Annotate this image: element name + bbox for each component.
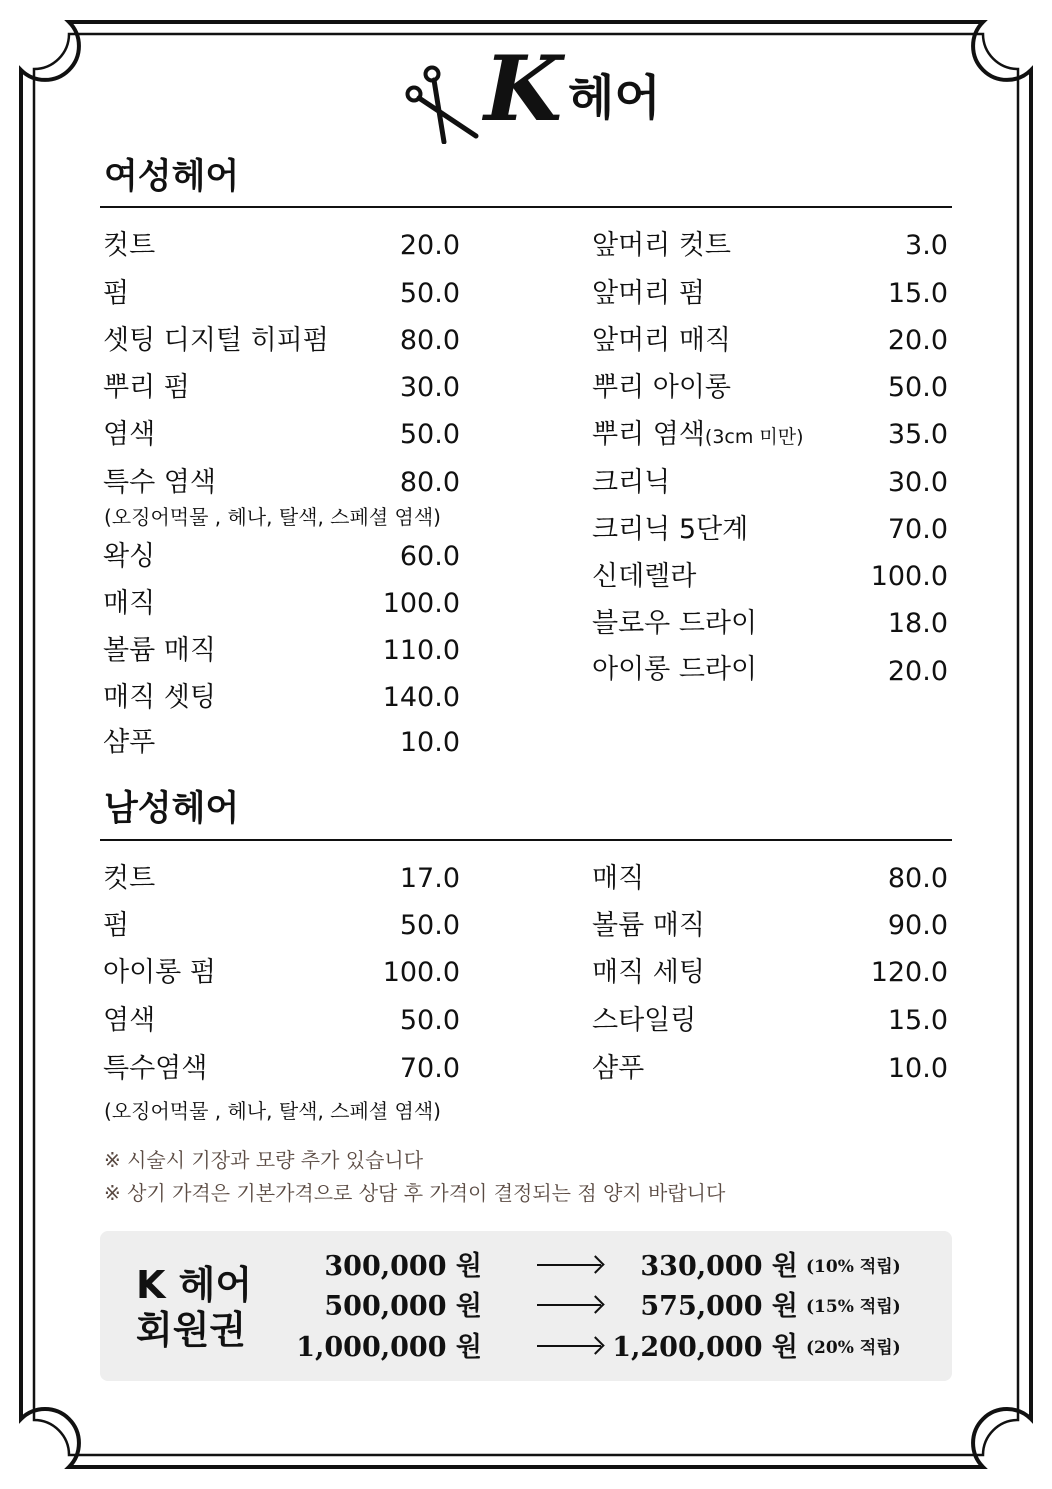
special-dye-note: (오징어먹물 , 헤나, 탈색, 스페셜 염색) [104,1099,441,1123]
menu-item-name: 블로우 드라이 [592,608,758,639]
menu-item-name: 매직 세팅 [592,957,705,988]
menu-item-price: 80.0 [399,467,460,498]
membership-title: K 헤어 [136,1263,253,1307]
menu-item-price: 30.0 [399,372,460,403]
membership-pay-amount: 300,000 원 [324,1251,482,1282]
membership-panel [100,1231,952,1381]
menu-item-price: 50.0 [399,1005,460,1036]
menu-item-price: 70.0 [887,514,948,545]
menu-item-name: 뿌리 아이롱 [592,372,731,403]
menu-item-price: 18.0 [887,608,948,639]
scissors-icon [400,62,480,144]
menu-item-price: 50.0 [399,419,460,450]
menu-item-name: 앞머리 펌 [592,278,705,309]
menu-item-sub: (3cm 미만) [704,426,804,448]
men-section-title: 남성헤어 [104,789,240,829]
menu-item-price: 90.0 [887,910,948,941]
logo-word: 헤어 [568,70,661,126]
menu-item-name [592,421,804,448]
menu-item-price: 140.0 [382,682,460,713]
menu-item-price: 80.0 [399,325,460,356]
menu-item-name: 매직 [103,588,156,619]
membership-credit-amount: 1,200,000 원 [612,1332,798,1363]
menu-item-price: 60.0 [399,541,460,572]
menu-item-name: 뿌리 펌 [103,372,190,403]
menu-item-name: 볼륨 매직 [592,910,705,941]
membership-credit-amount: 330,000 원 [640,1251,798,1282]
menu-item-name: 스타일링 [592,1005,697,1036]
notice-line: ※ 시술시 기장과 모량 추가 있습니다 [104,1148,424,1172]
menu-item-name: 컷트 [103,863,156,894]
menu-item-name: 특수염색 [103,1053,208,1084]
menu-item-price: 100.0 [382,957,460,988]
menu-item-price: 10.0 [887,1053,948,1084]
menu-item-price: 110.0 [382,635,460,666]
menu-item-price: 10.0 [399,727,460,758]
menu-item-price: 50.0 [887,372,948,403]
membership-bonus: (20% 적립) [806,1338,901,1358]
menu-item-price: 3.0 [905,230,948,261]
menu-item-name: 볼륨 매직 [103,635,216,666]
membership-bonus: (10% 적립) [806,1257,901,1277]
menu-item-price: 20.0 [399,230,460,261]
membership-credit-amount: 575,000 원 [640,1291,798,1322]
women-section-title: 여성헤어 [104,157,240,197]
special-dye-note: (오징어먹물 , 헤나, 탈색, 스페셜 염색) [104,505,441,529]
notice-line: ※ 상기 가격은 기본가격으로 상담 후 가격이 결정되는 점 양지 바랍니다 [104,1181,726,1205]
menu-item-price: 20.0 [887,325,948,356]
menu-item-name: 아이롱 펌 [103,957,216,988]
menu-item-name: 왁싱 [103,541,156,572]
menu-item-price: 80.0 [887,863,948,894]
menu-item-name: 크리닉 [592,467,671,498]
menu-item-name: 염색 [103,1005,156,1036]
menu-item-price: 70.0 [399,1053,460,1084]
menu-item-name: 샴푸 [103,727,156,758]
menu-item-price: 17.0 [399,863,460,894]
menu-item-name: 특수 염색 [103,467,216,498]
menu-item-price: 50.0 [399,278,460,309]
menu-item-price: 30.0 [887,467,948,498]
menu-item-name: 아이롱 드라이 [592,654,758,685]
menu-item-price: 100.0 [870,561,948,592]
menu-item-name: 펌 [103,278,130,309]
logo-letter: K [484,36,563,142]
menu-item-name: 신데렐라 [592,561,697,592]
menu-item-name: 앞머리 컷트 [592,230,731,261]
menu-item-name: 매직 [592,863,645,894]
menu-item-name: 크리닉 5단계 [592,514,749,545]
menu-item-name: 염색 [103,419,156,450]
menu-item-name: 앞머리 매직 [592,325,731,356]
menu-item-name: 펌 [103,910,130,941]
menu-item-price: 100.0 [382,588,460,619]
menu-item-name: 샴푸 [592,1053,645,1084]
menu-item-price: 120.0 [870,957,948,988]
women-divider [100,206,952,208]
menu-item-price: 15.0 [887,278,948,309]
membership-bonus: (15% 적립) [806,1297,901,1317]
menu-item-price: 50.0 [399,910,460,941]
menu-item-price: 20.0 [887,656,948,687]
menu-item-name: 셋팅 디지털 히피펌 [103,325,329,356]
men-divider [100,839,952,841]
menu-item-name: 매직 셋팅 [103,682,216,713]
membership-pay-amount: 500,000 원 [324,1291,482,1322]
menu-item-price: 35.0 [887,419,948,450]
menu-item-label: 뿌리 염색 [592,419,705,450]
menu-item-name: 컷트 [103,230,156,261]
membership-title: 회원권 [136,1308,247,1352]
brand-logo [400,36,700,150]
membership-pay-amount: 1,000,000 원 [296,1332,482,1363]
menu-item-price: 15.0 [887,1005,948,1036]
